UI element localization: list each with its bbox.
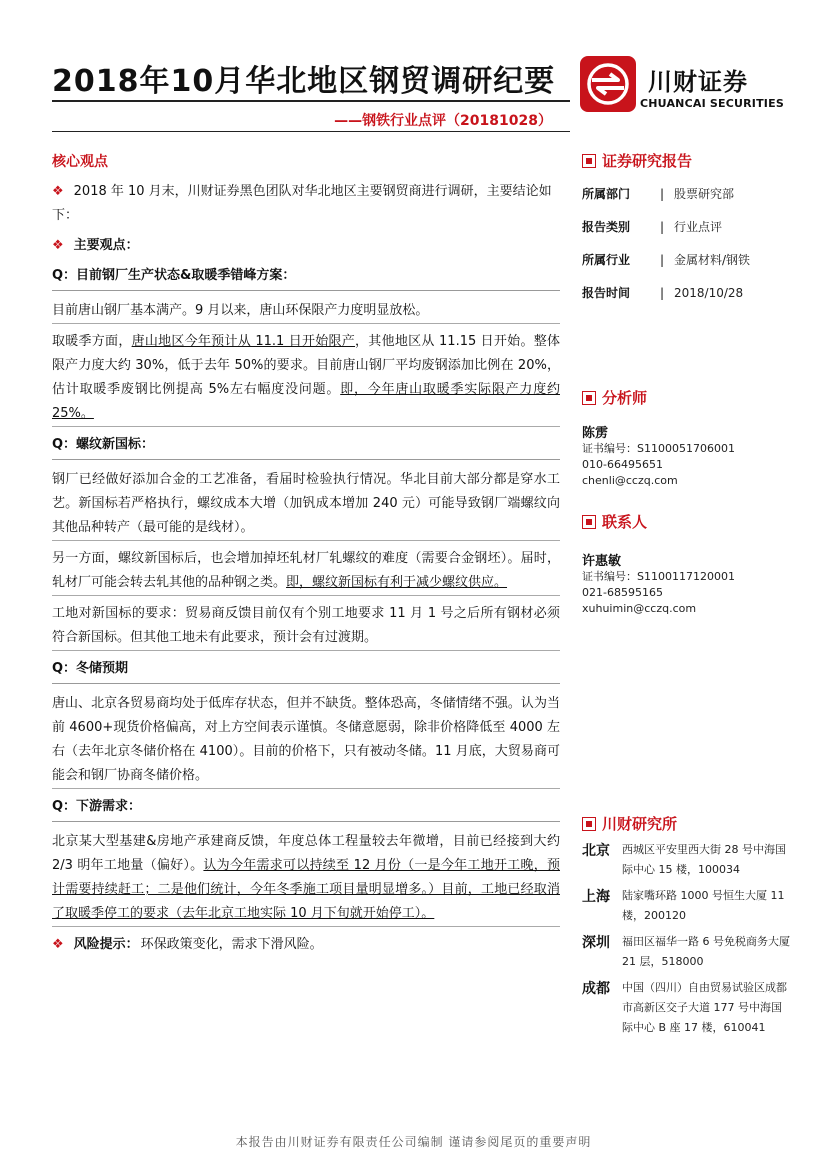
analyst-cert: 证书编号：S1100051706001: [582, 442, 735, 455]
office-shenzhen: 深圳 福田区福华一路 6 号免税商务大厦 21 层，518000: [582, 935, 790, 968]
q1-paragraph-2: 取暖季方面，唐山地区今年预计从 11.1 日开始限产，其他地区从 11.15 日开始。整体限产力度大约 30%，低于去年 50%的要求。目前唐山钢厂平均废钢添加比例在 20%，估计取暖季废钢比例提高 5%左右幅度没问题。即，今年唐山取暖季实际限产力度约 25%。: [52, 330, 560, 427]
analyst-heading: 分析师: [582, 387, 792, 408]
q2-paragraph-3: 工地对新国标的要求：贸易商反馈目前仅有个别工地要求 11 月 1 号之后所有钢材必须符合新国标。但其他工地未有此要求，预计会有过渡期。: [52, 602, 560, 651]
square-bullet-icon: [582, 515, 596, 529]
report-title: 2018年10月华北地区钢贸调研纪要: [52, 64, 556, 99]
square-bullet-icon: [582, 817, 596, 831]
q4-heading: Q：下游需求：: [52, 795, 560, 822]
office-chengdu: 成都 中国（四川）自由贸易试验区成都市高新区交子大道 177 号中海国际中心 B 座 17 楼，610041: [582, 981, 787, 1034]
analyst-name: 陈雳: [582, 426, 609, 441]
square-bullet-icon: [582, 391, 596, 405]
sidebar: [582, 150, 792, 1044]
section-title: 核心观点: [52, 154, 108, 170]
q2-heading: Q：螺纹新国标：: [52, 433, 560, 460]
risk-note: ❖ 风险提示： 环保政策变化，需求下滑风险。: [52, 937, 323, 952]
info-row-industry: 所属行业 | 金属材料/钢铁: [582, 252, 751, 267]
q3-paragraph-1: 唐山、北京各贸易商均处于低库存状态，但并不缺货。整体恐高，冬储情绪不强。认为当前 4600+现货价格偏高，对上方空间表示谨慎。冬储意愿弱，除非价格降低至 4000 左右（去年北京冬储价格在 4100）。目前的价格下，只有被动冬储。11 月底，大贸易商可能会和钢厂协商冬储价格。: [52, 692, 560, 789]
main-content: [52, 150, 560, 963]
analyst-phone: 010-66495651: [582, 458, 663, 471]
square-bullet-icon: [582, 154, 596, 168]
chuancai-logo-icon: [580, 56, 636, 112]
q4-paragraph-1: 北京某大型基建&房地产承建商反馈，年度总体工程量较去年微增，目前已经接到大约 2/3 明年工地量（偏好）。认为今年需求可以持续至 12 月份（一是今年工地开工晚，预计需要持续赶工；二是他们统计，今年冬季施工项目量明显增多。）目前，工地已经取消了取暖季停工的要求（去年北京工地实际 10 月下旬就开始停工）。: [52, 830, 560, 927]
contact-name: 许惠敏: [582, 554, 622, 569]
diamond-bullet-icon: ❖: [52, 937, 64, 952]
q2-paragraph-1: 钢厂已经做好添加合金的工艺准备，看届时检验执行情况。华北目前大部分都是穿水工艺。新国标若严格执行，螺纹成本大增（加钒成本增加 240 元）可能导致钢厂端螺纹向其他品种转产（最可能的是线材）。: [52, 468, 560, 541]
diamond-bullet-icon: ❖: [52, 238, 64, 253]
page-footer: 本报告由川财证券有限责任公司编制 谨请参阅尾页的重要声明: [235, 1135, 592, 1149]
info-row-department: 所属部门 | 股票研究部: [582, 186, 735, 201]
office-beijing: 北京 西城区平安里西大街 28 号中海国际中心 15 楼，100034: [582, 843, 786, 876]
info-row-category: 报告类别 | 行业点评: [582, 219, 723, 234]
diamond-bullet-icon: ❖: [52, 184, 64, 199]
office-shanghai: 上海 陆家嘴环路 1000 号恒生大厦 11 楼，200120: [582, 889, 785, 922]
report-subtitle: ——钢铁行业点评（20181028）: [334, 113, 552, 129]
main-points-heading: ❖ 主要观点：: [52, 238, 139, 253]
logo-text-en: CHUANCAI SECURITIES: [640, 97, 784, 110]
institute-heading: 川财研究所: [582, 813, 792, 834]
info-row-date: 报告时间 | 2018/10/28: [582, 285, 744, 300]
contact-heading: 联系人: [582, 511, 792, 532]
report-info-heading: 证券研究报告: [582, 150, 792, 171]
contact-phone: 021-68595165: [582, 586, 663, 599]
contact-email[interactable]: xuhuimin@cczq.com: [582, 602, 697, 615]
q1-heading: Q：目前钢厂生产状态&取暖季错峰方案：: [52, 264, 560, 291]
intro-paragraph: ❖ 2018 年 10 月末，川财证券黑色团队对华北地区主要钢贸商进行调研，主要结论如下：: [52, 184, 552, 223]
title-rule: [52, 100, 570, 102]
contact-cert: 证书编号：S1100117120001: [582, 570, 735, 583]
analyst-email[interactable]: chenli@cczq.com: [582, 474, 678, 487]
q2-paragraph-2: 另一方面，螺纹新国标后，也会增加掉坯轧材厂轧螺纹的难度（需要合金钢坯）。届时，轧材厂可能会转去轧其他的品种钢之类。即，螺纹新国标有利于减少螺纹供应。: [52, 547, 560, 596]
logo-text-cn: 川财证券: [648, 68, 748, 96]
q1-paragraph-1: 目前唐山钢厂基本满产。9 月以来，唐山环保限产力度明显放松。: [52, 299, 560, 324]
q3-heading: Q：冬储预期: [52, 657, 560, 684]
subtitle-rule: [52, 131, 570, 132]
